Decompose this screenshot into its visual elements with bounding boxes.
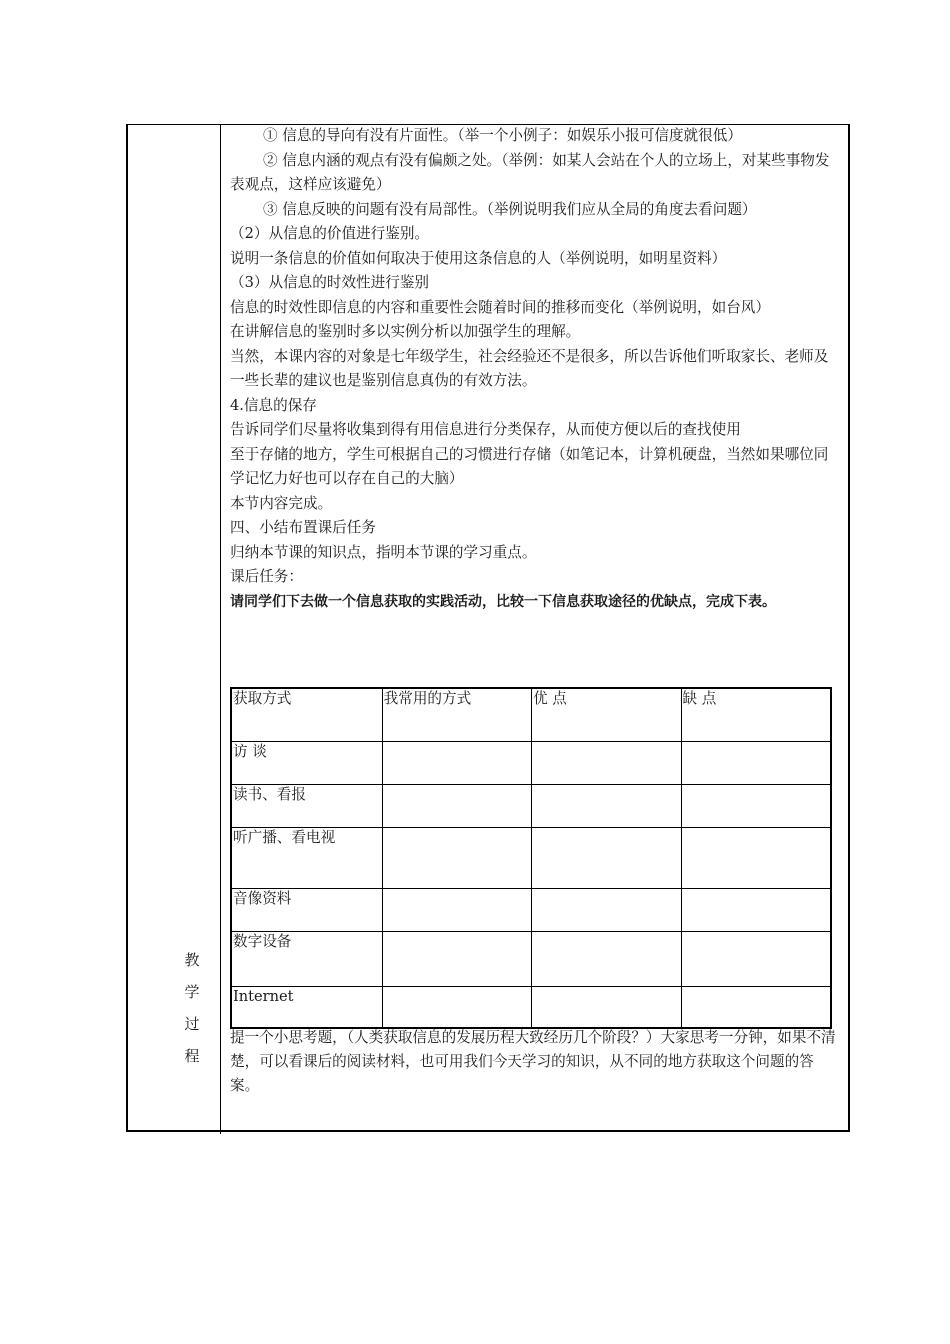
paragraph: 说明一条信息的价值如何取决于使用这条信息的人（举例说明，如明星资料） — [230, 249, 727, 267]
table-cell[interactable] — [681, 986, 831, 1028]
section-label-char: 学 — [184, 983, 200, 1001]
paragraph: 至于存储的地方，学生可根据自己的习惯进行存储（如笔记本，计算机硬盘，当然如果哪位同学记忆力好也可以存在自己的大脑） — [230, 445, 829, 487]
paragraph: ① 信息的导向有没有片面性。（举一个小例子：如娱乐小报可信度就很低） — [263, 127, 742, 144]
table-header-cell: 我常用的方式 — [382, 688, 531, 741]
paragraph: （3）从信息的时效性进行鉴别 — [230, 274, 430, 291]
paragraph: 四、小结布置课后任务 — [230, 519, 376, 536]
table-cell[interactable] — [382, 784, 531, 827]
table-cell[interactable] — [532, 784, 681, 827]
table-cell[interactable] — [681, 931, 831, 986]
table-cell[interactable] — [681, 784, 831, 827]
table-cell[interactable] — [382, 888, 531, 931]
table-cell: 数字设备 — [231, 931, 382, 986]
table-cell[interactable] — [382, 741, 531, 784]
table-cell[interactable] — [532, 888, 681, 931]
paragraph: 信息的时效性即信息的内容和重要性会随着时间的推移而变化（举例说明，如台风） — [230, 298, 770, 316]
paragraph: （2）从信息的价值进行鉴别。 — [230, 225, 430, 242]
table-cell[interactable] — [382, 986, 531, 1028]
section-label — [182, 944, 202, 1072]
table-header-cell: 优 点 — [532, 688, 681, 741]
table-cell[interactable] — [532, 931, 681, 986]
table-header-row — [231, 688, 831, 741]
table-cell[interactable] — [681, 888, 831, 931]
info-source-table — [230, 687, 832, 1029]
closing-paragraph: 提一个小思考题，（人类获取信息的发展历程大致经历几个阶段？）大家思考一分钟，如果不清楚，可以看课后的阅读材料，也可用我们今天学习的知识，从不同的地方获取这个问题的答案。 — [230, 1029, 836, 1094]
section-label-char: 程 — [184, 1047, 200, 1065]
table-row — [231, 931, 831, 986]
table-header-cell: 获取方式 — [231, 688, 382, 741]
table-row — [231, 827, 831, 888]
table-row — [231, 986, 831, 1028]
table-cell[interactable] — [681, 741, 831, 784]
task-instruction: 请同学们下去做一个信息获取的实践活动，比较一下信息获取途径的优缺点，完成下表。 — [230, 593, 776, 610]
table-cell: 访 谈 — [231, 741, 382, 784]
table-cell[interactable] — [532, 827, 681, 888]
table-cell[interactable] — [382, 827, 531, 888]
paragraph: ③ 信息反映的问题有没有局部性。（举例说明我们应从全局的角度去看问题） — [263, 200, 757, 218]
paragraph: 归纳本节课的知识点，指明本节课的学习重点。 — [230, 543, 537, 561]
paragraph: 4.信息的保存 — [230, 396, 317, 414]
paragraph: 当然，本课内容的对象是七年级学生，社会经验还不是很多，所以告诉他们听取家长、老师及一些长辈的建议也是鉴别信息真伪的有效方法。 — [230, 347, 829, 389]
paragraph: 告诉同学们尽量将收集到得有用信息进行分类保存，从而使方便以后的查找使用 — [230, 421, 741, 438]
paragraph: ② 信息内涵的观点有没有偏颇之处。（举例：如某人会站在个人的立场上，对某些事物发表观点，这样应该避免） — [230, 151, 830, 193]
table-cell[interactable] — [681, 827, 831, 888]
table-cell[interactable] — [382, 931, 531, 986]
column-divider — [220, 124, 221, 1134]
table-cell[interactable] — [532, 986, 681, 1028]
table-row — [231, 741, 831, 784]
closing-section — [230, 1026, 842, 1098]
table-cell[interactable] — [532, 741, 681, 784]
table-row — [231, 784, 831, 827]
section-label-char: 过 — [184, 1015, 200, 1033]
paragraph: 本节内容完成。 — [230, 494, 333, 512]
table-cell: 读书、看报 — [231, 784, 382, 827]
paragraph: 课后任务： — [230, 568, 303, 585]
table-cell: 听广播、看电视 — [231, 827, 382, 888]
section-label-char: 教 — [184, 951, 200, 969]
table-row — [231, 888, 831, 931]
table-cell: Internet — [231, 986, 382, 1028]
paragraph: 在讲解信息的鉴别时多以实例分析以加强学生的理解。 — [230, 323, 581, 340]
table-cell: 音像资料 — [231, 888, 382, 931]
table-header-cell: 缺 点 — [681, 688, 831, 741]
lesson-content — [230, 124, 842, 614]
